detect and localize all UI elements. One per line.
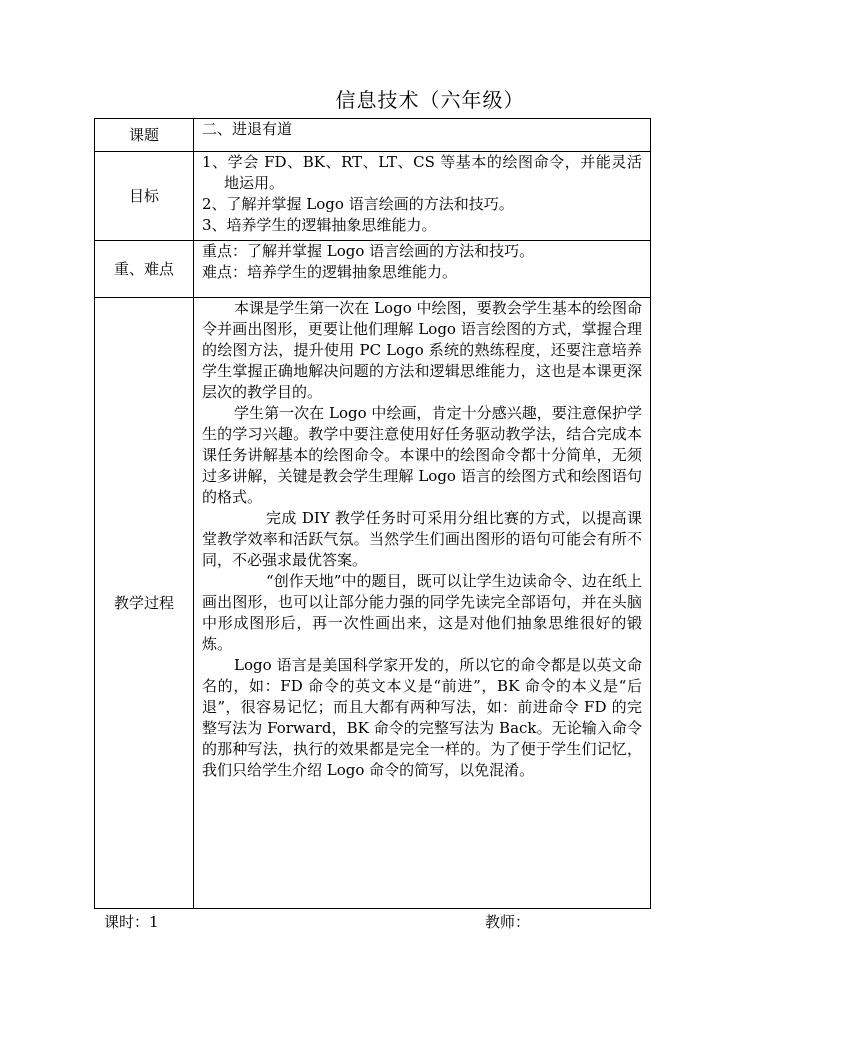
process-paragraph: Logo 语言是美国科学家开发的，所以它的命令都是以英文命名的，如：FD 命令的英文本义是“前进”，BK 命令的本义是“后退”，很容易记忆；而且大都有两种写法，如：前进命令 FD 的完整写法为 Forward，BK 命令的完整写法为 Back。无论输入命令的那种写法，执行的效果都是完全一样的。为了便于学生们记忆，我们只给学生介绍 Logo 命令的简写，以免混淆。 [202, 656, 642, 779]
process-paragraph: 本课是学生第一次在 Logo 中绘图，要教会学生基本的绘图命令并画出图形，更要让他们理解 Logo 语言绘图的方式，掌握合理的绘图方法，提升使用 PC Logo 系统的熟练程度，还要注意培养学生掌握正确地解决问题的方法和逻辑思维能力，这也是本课更深层次的教学目的。 [202, 299, 642, 401]
process-row [95, 298, 651, 909]
document-title: 信息技术（六年级） [335, 88, 525, 112]
topic-row [95, 119, 651, 152]
key-points-label: 重、难点 [95, 241, 194, 298]
difficulty-item: 难点：培养学生的逻辑抽象思维能力。 [202, 263, 458, 281]
key-points-content [194, 241, 651, 298]
process-content [194, 298, 651, 909]
goal-item: 2、了解并掌握 Logo 语言绘画的方法和技巧。 [202, 195, 514, 213]
process-paragraph: 学生第一次在 Logo 中绘画，肯定十分感兴趣，要注意保护学生的学习兴趣。教学中要注意使用好任务驱动教学法，结合完成本课任务讲解基本的绘图命令。本课中的绘图命令都十分简单，无须过多讲解，关键是教会学生理解 Logo 语言的绘图方式和绘图语句的格式。 [202, 404, 642, 506]
topic-value: 二、进退有道 [194, 119, 651, 152]
process-label: 教学过程 [95, 298, 194, 909]
goal-item: 3、培养学生的逻辑抽象思维能力。 [202, 216, 437, 234]
lesson-plan-table [94, 118, 651, 909]
goal-item: 1、学会 FD、BK、RT、LT、CS 等基本的绘图命令，并能灵活地运用。 [202, 153, 642, 192]
goal-content [194, 152, 651, 241]
class-hours: 课时：1 [104, 913, 159, 931]
process-paragraph: “创作天地”中的题目，既可以让学生边读命令、边在纸上画出图形，也可以让部分能力强的同学先读完全部语句，并在头脑中形成图形后，再一次性画出来，这是对他们抽象思维很好的锻炼。 [202, 572, 642, 653]
key-point-item: 重点：了解并掌握 Logo 语言绘画的方法和技巧。 [202, 242, 535, 260]
teacher-field: 教师： [485, 913, 531, 931]
goal-label: 目标 [95, 152, 194, 241]
topic-label: 课题 [95, 119, 194, 152]
process-paragraph: 完成 DIY 教学任务时可采用分组比赛的方式，以提高课堂教学效率和活跃气氛。当然学生们画出图形的语句可能会有所不同，不必强求最优答案。 [202, 509, 642, 569]
key-points-row [95, 241, 651, 298]
goal-row [95, 152, 651, 241]
